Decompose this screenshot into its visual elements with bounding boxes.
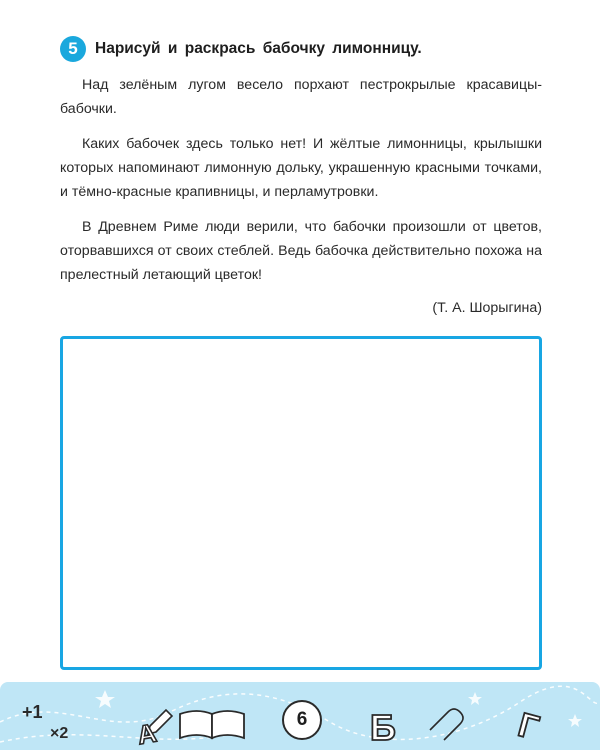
author-credit: (Т. А. Шорыгина) <box>432 300 542 316</box>
paperclip-icon <box>430 709 463 740</box>
letter-g: Г <box>514 705 543 748</box>
paragraph: Каких бабочек здесь только нет! И жёлтые лимонницы, крылышки которых напоминают лимонную дольку, украшенную красными точками, и тёмно-красные крапивницы, и перламутровки. <box>60 136 542 200</box>
story-text <box>60 73 542 298</box>
page-number: 6 <box>282 700 322 740</box>
task-number-badge: 5 <box>60 36 86 62</box>
footer-band <box>0 682 600 750</box>
math-signs: +1 <box>22 702 43 722</box>
book-icon <box>180 711 244 738</box>
letter-a: А <box>134 717 159 750</box>
task-title: Нарисуй и раскрась бабочку лимонницу. <box>95 40 422 57</box>
task-header <box>60 36 422 62</box>
drawing-area[interactable] <box>60 336 542 670</box>
letter-b: Б <box>370 707 396 748</box>
paragraph: Над зелёным лугом весело порхают пестрокрылые красавицы-бабочки. <box>60 77 542 117</box>
paragraph: В Древнем Риме люди верили, что бабочки произошли от цветов, оторвавшихся от своих стеблей. Ведь бабочка действительно похожа на прелестный летающий цветок! <box>60 219 542 283</box>
math-signs: ×2 <box>50 725 69 742</box>
